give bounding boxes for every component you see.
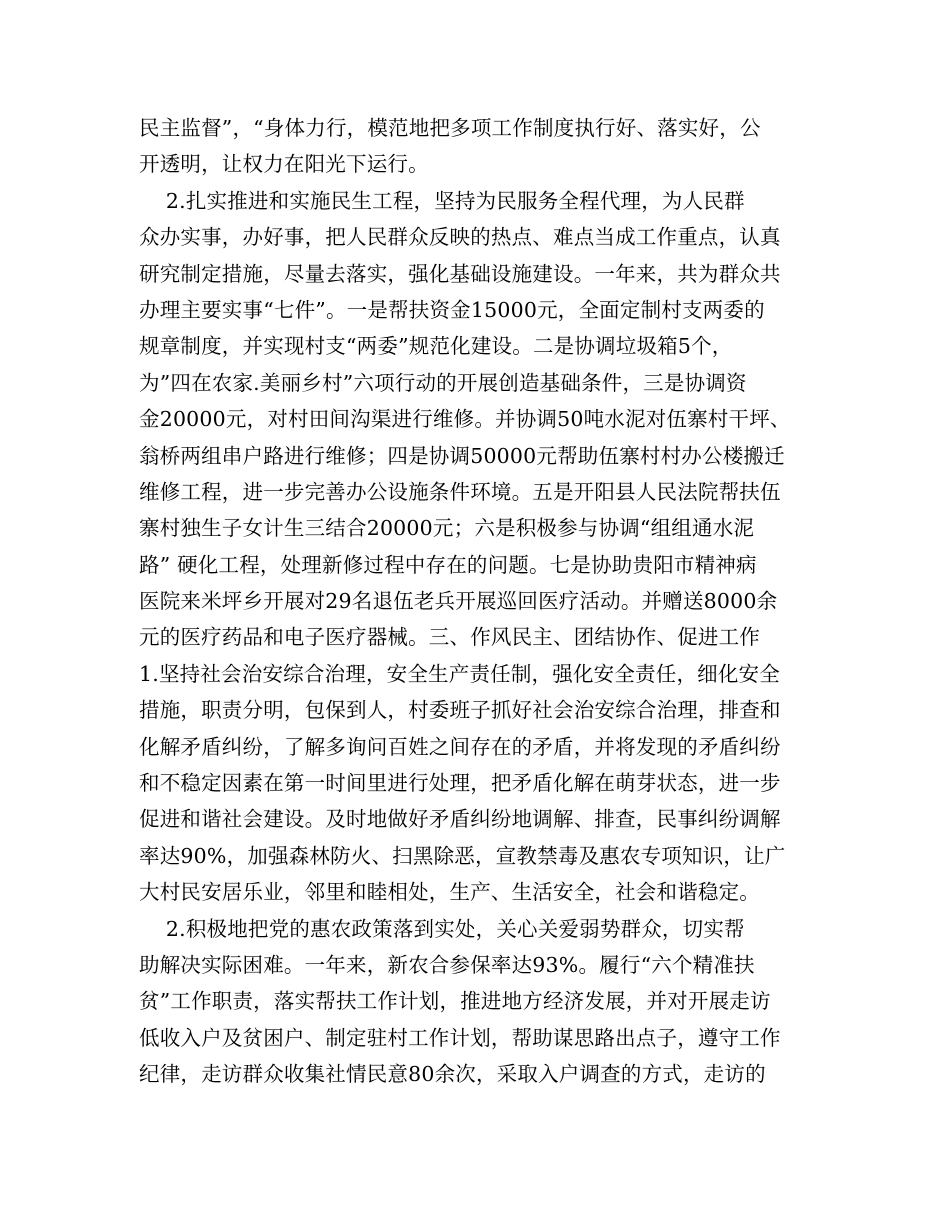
text-line: 贫”工作职责，落实帮扶工作计划，推进地方经济发展，并对开展走访: [139, 989, 771, 1014]
text-line: 助解决实际困难。一年来，新农合参保率达93%。履行“六个精准扶: [139, 952, 755, 977]
text-line: 规章制度，并实现村支“两委”规范化建设。二是协调垃圾箱5个，: [139, 334, 733, 359]
text-line: 金20000元，对村田间沟渠进行维修。并协调50吨水泥对伍寨村干坪、: [139, 407, 791, 432]
text-line: 路” 硬化工程，处理新修过程中存在的问题。七是协助贵阳市精神病: [139, 552, 757, 577]
text-line: 2.扎实推进和实施民生工程，坚持为民服务全程代理，为人民群: [139, 188, 745, 213]
body-text: [139, 110, 819, 1093]
text-line: 和不稳定因素在第一时间里进行处理，把矛盾化解在萌芽状态，进一步: [139, 771, 781, 796]
text-line: 率达90%，加强森林防火、扫黑除恶，宣教禁毒及惠农专项知识，让广: [139, 843, 786, 868]
text-line: 1.坚持社会治安综合治理，安全生产责任制，强化安全责任，细化安全: [139, 661, 780, 686]
text-line: 纪律，走访群众收集社情民意80余次，采取入户调查的方式，走访的: [139, 1062, 766, 1087]
text-line: 低收入户及贫困户、制定驻村工作计划，帮助谋思路出点子，遵守工作: [139, 1025, 781, 1050]
text-line: 促进和谐社会建设。及时地做好矛盾纠纷地调解、排查，民事纠纷调解: [139, 807, 781, 832]
text-line: 为”四在农家.美丽乡村”六项行动的开展创造基础条件，三是协调资: [139, 370, 747, 395]
text-line: 2.积极地把党的惠农政策落到实处，关心关爱弱势群众，切实帮: [139, 916, 745, 941]
text-line: 医院来米坪乡开展对29名退伍老兵开展巡回医疗活动。并赠送8000余: [139, 589, 778, 614]
text-line: 元的医疗药品和电子医疗器械。三、作风民主、团结协作、促进工作: [139, 625, 760, 650]
text-line: 化解矛盾纠纷，了解多询问百姓之间存在的矛盾，并将发现的矛盾纠纷: [139, 734, 781, 759]
text-line: 研究制定措施，尽量去落实，强化基础设施建设。一年来，共为群众共: [139, 261, 781, 286]
text-line: 维修工程，进一步完善办公设施条件环境。五是开阳县人民法院帮扶伍: [139, 479, 781, 504]
text-line: 民主监督”，“身体力行，模范地把多项工作制度执行好、落实好，公: [139, 116, 761, 140]
text-line: 翁桥两组串户路进行维修；四是协调50000元帮助伍寨村村办公楼搬迁: [139, 443, 785, 468]
text-line: 大村民安居乐业，邻里和睦相处，生产、生活安全，社会和谐稳定。: [139, 880, 760, 905]
text-line: 寨村独生子女计生三结合20000元；六是积极参与协调“组组通水泥: [139, 516, 755, 541]
text-line: 开透明，让权力在阳光下运行。: [139, 152, 429, 177]
text-line: 措施，职责分明，包保到人，村委班子抓好社会治安综合治理，排查和: [139, 698, 781, 723]
text-line: 众办实事，办好事，把人民群众反映的热点、难点当成工作重点，认真: [139, 225, 781, 250]
text-line: 办理主要实事“七件”。一是帮扶资金15000元，全面定制村支两委的: [139, 297, 765, 322]
